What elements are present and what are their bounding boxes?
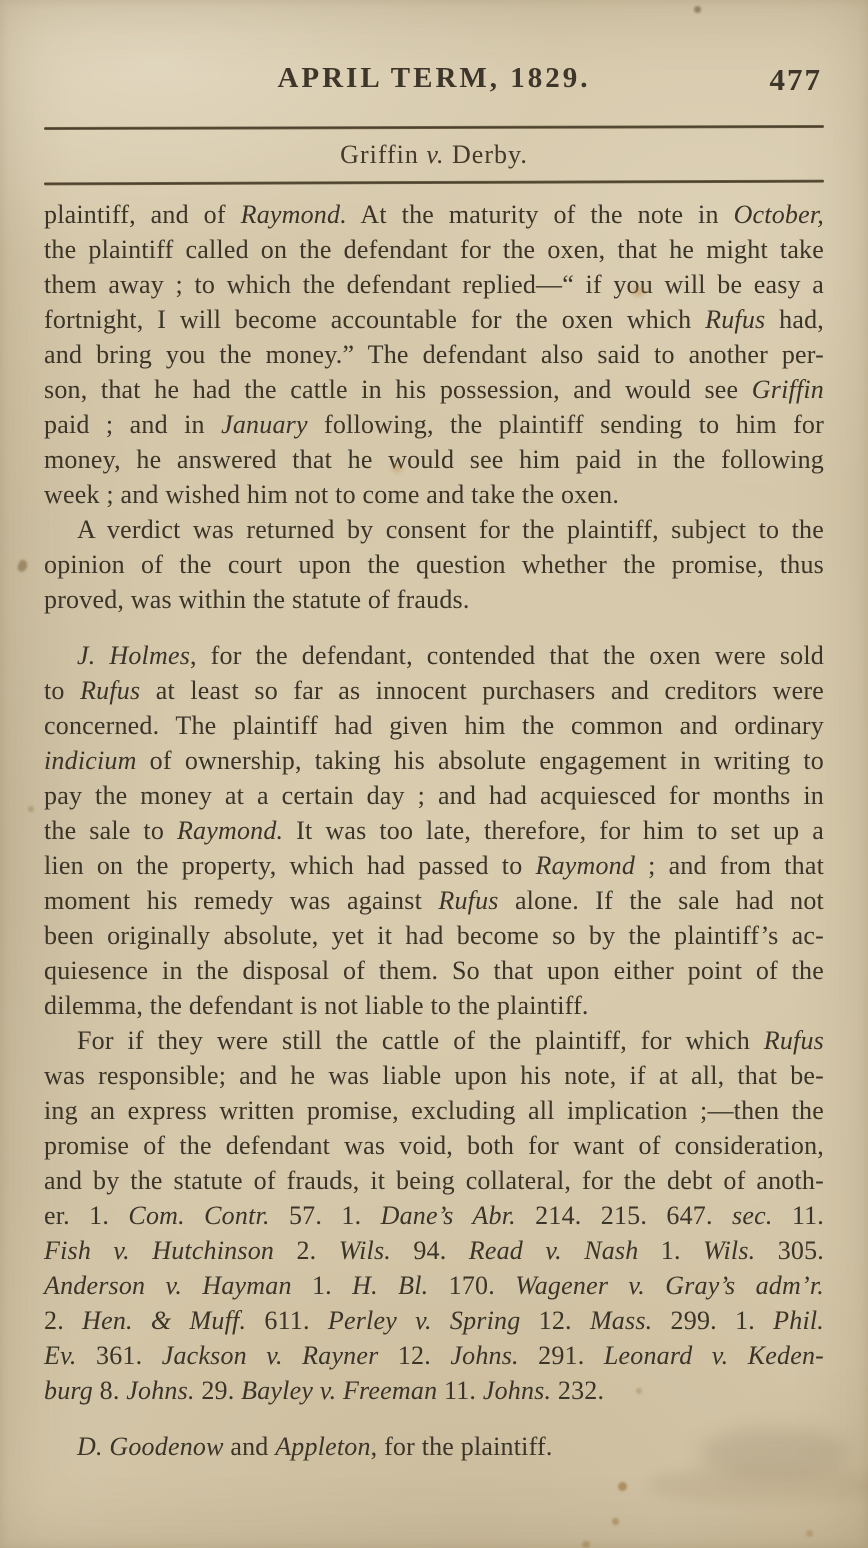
case-title-defendant: Derby. <box>452 140 528 169</box>
text-line: burg 8. Johns. 29. Bayley v. Freeman 11. Johns. 232. <box>44 1376 605 1405</box>
text-line: and bring you the money.” The defendant also said to another per- <box>44 340 824 369</box>
case-title-plaintiff: Griffin <box>340 140 419 169</box>
ink-speck <box>694 6 701 13</box>
text-line: proved, was within the statute of frauds. <box>44 585 470 614</box>
paragraph-plaintiff-counsel <box>44 1429 824 1464</box>
header-rule-top <box>44 125 824 130</box>
text-line: moment his remedy was against Rufus alone. If the sale had not <box>44 886 824 915</box>
text-line: concerned. The plaintiff had given him the common and ordinary <box>44 711 824 740</box>
text-line: A verdict was returned by consent for the plaintiff, subject to the <box>77 515 824 544</box>
page-number: 477 <box>769 62 822 97</box>
paragraph-holmes-citations <box>44 1023 824 1408</box>
text-line: Ev. 361. Jackson v. Rayner 12. Johns. 291. Leonard v. Keden- <box>44 1341 824 1370</box>
ink-mark <box>16 559 29 574</box>
text-line: paid ; and in January following, the plaintiff sending to him for <box>44 410 824 439</box>
body-text <box>44 197 824 1464</box>
foxing-spot <box>806 1530 813 1537</box>
header-rule-bottom <box>44 180 824 186</box>
case-title <box>44 138 824 172</box>
text-line: promise of the defendant was void, both for want of consideration, <box>44 1131 824 1160</box>
text-line: quiesence in the disposal of them. So that upon either point of the <box>44 956 824 985</box>
running-header <box>44 62 824 104</box>
paragraph-verdict <box>44 512 824 617</box>
show-through-smudge <box>650 1468 868 1502</box>
text-line: was responsible; and he was liable upon his note, if at all, that be- <box>44 1061 824 1090</box>
text-line: lien on the property, which had passed to Raymond ; and from that <box>44 851 824 880</box>
text-line: the plaintiff called on the defendant for the oxen, that he might take <box>44 235 824 264</box>
text-line: son, that he had the cattle in his possession, and would see Griffin <box>44 375 824 404</box>
text-line: indicium of ownership, taking his absolute engagement in writing to <box>44 746 824 775</box>
foxing-spot <box>28 806 34 812</box>
text-line: to Rufus at least so far as innocent purchasers and creditors were <box>44 676 824 705</box>
text-line: the sale to Raymond. It was too late, therefore, for him to set up a <box>44 816 824 845</box>
text-line: 2. Hen. & Muff. 611. Perley v. Spring 12. Mass. 299. 1. Phil. <box>44 1306 825 1335</box>
text-line: fortnight, I will become accountable for the oxen which Rufus had, <box>44 305 824 334</box>
paragraph-holmes-argument <box>44 638 824 1023</box>
text-line: D. Goodenow and Appleton, for the plaintiff. <box>77 1432 553 1461</box>
text-line: ing an express written promise, excluding all implication ;—then the <box>44 1096 824 1125</box>
text-line: J. Holmes, for the defendant, contended that the oxen were sold <box>77 641 824 670</box>
term-heading: APRIL TERM, 1829. <box>277 62 591 94</box>
page-content <box>44 62 824 1464</box>
foxing-spot <box>618 1482 627 1491</box>
text-line: Anderson v. Hayman 1. H. Bl. 170. Wagener v. Gray’s adm’r. <box>44 1271 824 1300</box>
text-line: Fish v. Hutchinson 2. Wils. 94. Read v. Nash 1. Wils. 305. <box>44 1236 824 1265</box>
text-line: week ; and wished him not to come and take the oxen. <box>44 480 620 509</box>
foxing-spot <box>612 1518 619 1525</box>
foxing-spot <box>582 1541 590 1548</box>
paragraph-facts <box>44 197 824 512</box>
text-line: them away ; to which the defendant replied—“ if you will be easy a <box>44 270 824 299</box>
text-line: pay the money at a certain day ; and had acquiesced for months in <box>44 781 824 810</box>
text-line: er. 1. Com. Contr. 57. 1. Dane’s Abr. 214. 215. 647. sec. 11. <box>44 1201 824 1230</box>
text-line: plaintiff, and of Raymond. At the maturity of the note in October, <box>44 200 824 229</box>
text-line: opinion of the court upon the question whether the promise, thus <box>44 550 824 579</box>
text-line: money, he answered that he would see him paid in the following <box>44 445 824 474</box>
case-title-versus: v. <box>426 140 445 169</box>
text-line: For if they were still the cattle of the plaintiff, for which Rufus <box>77 1026 824 1055</box>
text-line: dilemma, the defendant is not liable to the plaintiff. <box>44 991 589 1020</box>
text-line: and by the statute of frauds, it being collateral, for the debt of anoth- <box>44 1166 824 1195</box>
text-line: been originally absolute, yet it had become so by the plaintiff’s ac- <box>44 921 824 950</box>
